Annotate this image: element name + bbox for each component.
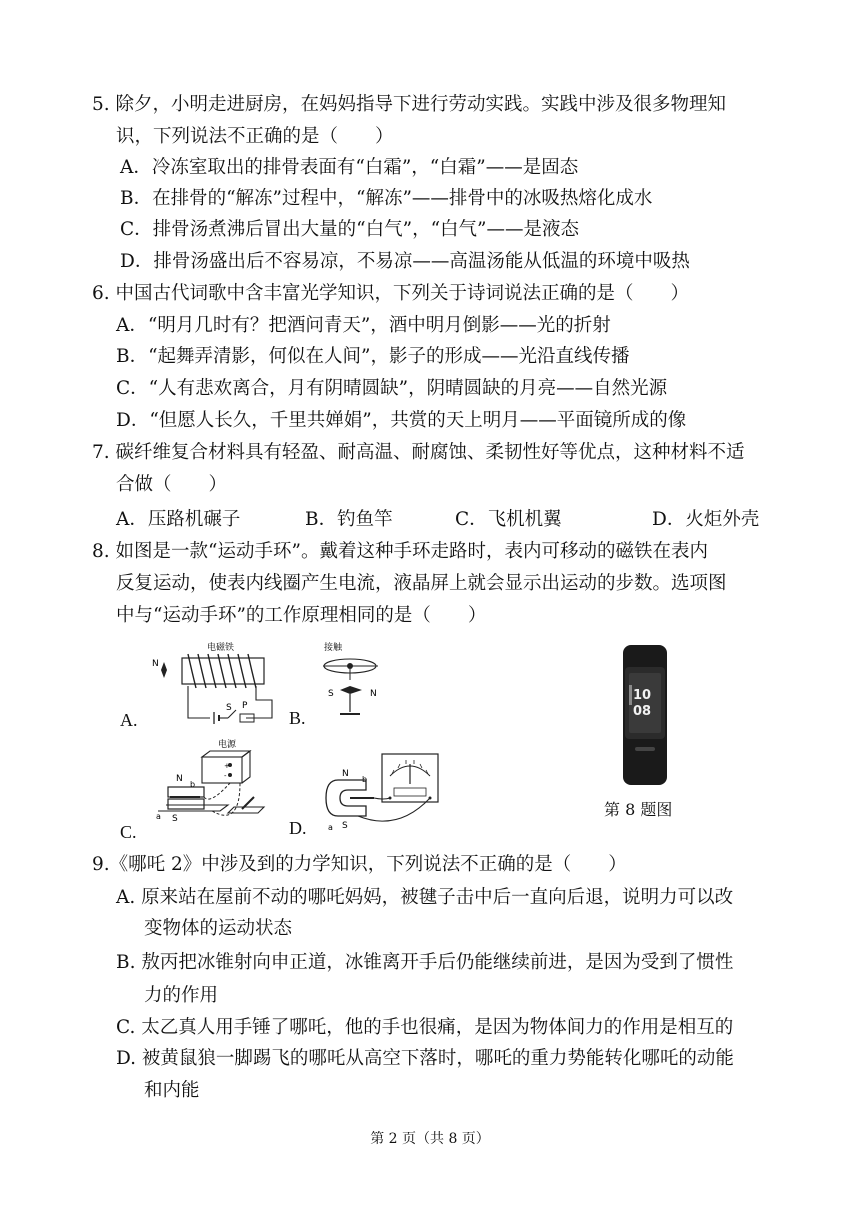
q7-stem-line-2: 合做（ ） — [116, 474, 228, 495]
figure-c-n-label: N — [176, 774, 183, 784]
figure-c-a-label: a — [156, 812, 161, 821]
q9-option-a-line-1: A. 原来站在屋前不动的哪吒妈妈，被毽子击中后一直向后退，说明力可以改 — [116, 887, 734, 908]
figure-d-n-label: N — [342, 769, 349, 779]
q9-option-d-line-1: D. 被黄鼠狼一脚踢飞的哪吒从高空下落时，哪吒的重力势能转化哪吒的动能 — [116, 1048, 734, 1069]
svg-text:+: + — [224, 762, 230, 770]
q7-option-a: A．压路机碾子 — [116, 509, 241, 530]
figure-c-motor — [150, 735, 290, 830]
figure-b-oersted — [318, 640, 398, 725]
q9-option-b-line-1: B. 敖丙把冰锥射向申正道，冰锥离开手后仍能继续前进，是因为受到了惯性 — [116, 952, 734, 973]
q8-stem-line-2: 反复运动，使表内线圈产生电流，液晶屏上就会显示出运动的步数。选项图 — [116, 573, 727, 594]
q7-option-b: B．钓鱼竿 — [305, 509, 393, 530]
figure-c-title: 电源 — [218, 740, 237, 750]
magnetic-needle-icon — [340, 686, 362, 694]
watch-hour-text: 10 — [633, 688, 652, 703]
q5-stem-line-2: 识，下列说法不正确的是（ ） — [116, 126, 394, 147]
figure-a-electromagnet — [150, 640, 280, 725]
q5-option-c: C．排骨汤煮沸后冒出大量的“白气”，“白气”——是液态 — [120, 219, 579, 240]
q8-option-a-label: A. — [120, 710, 138, 730]
q8-option-d-label: D. — [289, 818, 307, 838]
q8-option-c-label: C. — [120, 822, 137, 842]
q9-option-d-line-2: 和内能 — [144, 1080, 200, 1101]
fitness-band-image — [615, 645, 675, 785]
figure-a-s-label: S — [226, 703, 232, 713]
q6-option-c: C．“人有悲欢离合，月有阴晴圆缺”，阴晴圆缺的月亮——自然光源 — [116, 378, 668, 399]
q9-option-b-line-2: 力的作用 — [144, 985, 219, 1006]
q9-option-a-line-2: 变物体的运动状态 — [144, 918, 293, 939]
q8-option-b-label: B. — [289, 708, 306, 728]
figure-c-s-label: S — [172, 814, 178, 824]
q8-stem-line-3: 中与“运动手环”的工作原理相同的是（ ） — [116, 605, 487, 626]
figure-a-p-label: P — [242, 701, 248, 711]
figure-a-n-label: N — [152, 659, 159, 669]
q5-option-b: B．在排骨的“解冻”过程中，“解冻”——排骨中的冰吸热熔化成水 — [120, 188, 653, 209]
q7-option-c: C．飞机机翼 — [455, 509, 562, 530]
page-footer: 第 2 页（共 8 页） — [370, 1131, 490, 1147]
figure-d-a-label: a — [328, 823, 333, 832]
figure-d-induction — [318, 750, 448, 832]
svg-text:-: - — [224, 772, 227, 780]
q5-option-a: A．冷冻室取出的排骨表面有“白霜”，“白霜”——是固态 — [120, 157, 579, 178]
figure-b-s-label: S — [328, 689, 334, 699]
q8-stem-line-1: 8. 如图是一款“运动手环”。戴着这种手环走路时，表内可移动的磁铁在表内 — [92, 541, 708, 562]
q6-option-d: D．“但愿人长久，千里共婵娟”，共赏的天上明月——平面镜所成的像 — [116, 410, 687, 431]
q5-option-d: D．排骨汤盛出后不容易凉，不易凉——高温汤能从低温的环境中吸热 — [120, 251, 690, 272]
figure-8-caption: 第 8 题图 — [604, 800, 673, 819]
compass-needle-icon — [161, 662, 167, 678]
figure-b-title: 接触 — [324, 643, 343, 653]
figure-a-title: 电磁铁 — [207, 643, 235, 653]
figure-d-b-label: b — [362, 775, 368, 784]
q5-stem-line-1: 5. 除夕，小明走进厨房，在妈妈指导下进行劳动实践。实践中涉及很多物理知 — [92, 94, 727, 115]
watch-minute-text: 08 — [633, 704, 652, 719]
figure-c-b-label: b — [190, 780, 196, 789]
figure-b-n-label: N — [370, 689, 377, 699]
q7-stem-line-1: 7. 碳纤维复合材料具有轻盈、耐高温、耐腐蚀、柔韧性好等优点，这种材料不适 — [92, 442, 745, 463]
q6-stem-line-1: 6. 中国古代词歌中含丰富光学知识，下列关于诗词说法正确的是（ ） — [92, 283, 690, 304]
figure-d-s-label: S — [342, 821, 348, 831]
q6-option-b: B．“起舞弄清影，何似在人间”，影子的形成——光沿直线传播 — [116, 346, 630, 367]
q6-option-a: A．“明月几时有？把酒问青天”，酒中明月倒影——光的折射 — [116, 315, 611, 336]
q9-stem-line-1: 9.《哪吒 2》中涉及到的力学知识，下列说法不正确的是（ ） — [92, 854, 627, 875]
q9-option-c: C. 太乙真人用手锤了哪吒，他的手也很痛，是因为物体间力的作用是相互的 — [116, 1017, 734, 1038]
q7-option-d: D．火炬外壳 — [652, 509, 760, 530]
